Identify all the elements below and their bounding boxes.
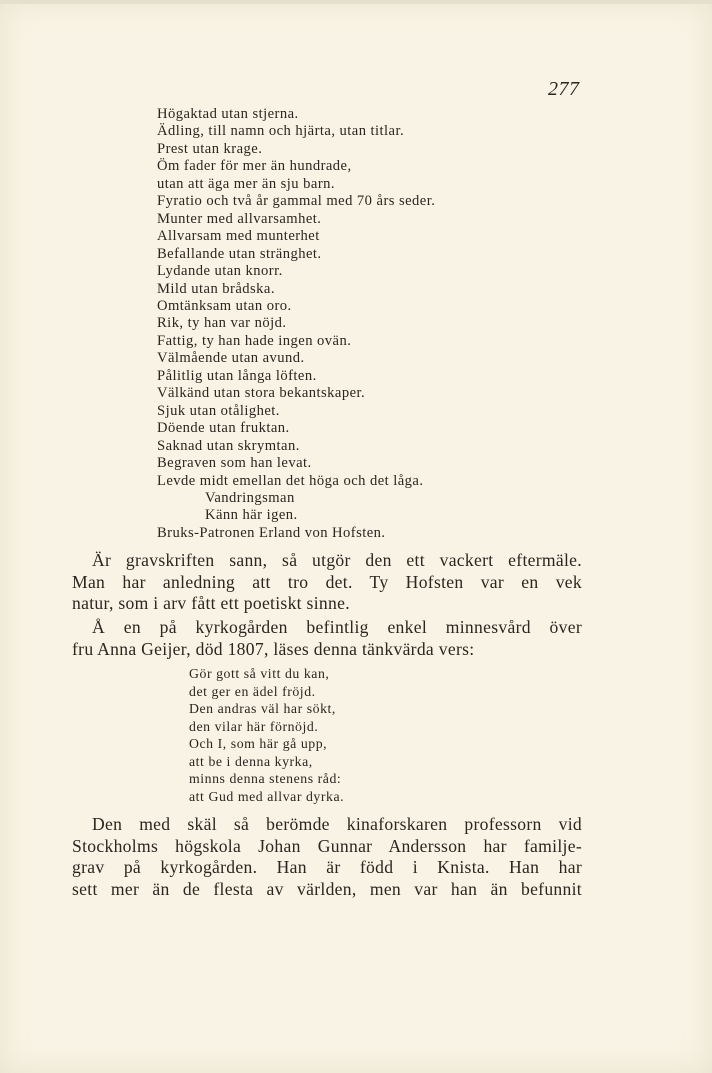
text-line: Å en på kyrkogården befintlig enkel minnesvård över — [92, 617, 582, 637]
epitaph-line: Begraven som han levat. — [157, 455, 312, 472]
epitaph-line: Lydande utan knorr. — [157, 263, 283, 280]
text-line: grav på kyrkogården. Han är född i Knista. Han har — [72, 857, 582, 878]
epitaph-line: Levde midt emellan det höga och det låga. — [157, 472, 424, 489]
page-number: 277 — [548, 78, 580, 100]
epitaph-line: Munter med allvarsamhet. — [157, 210, 322, 227]
epitaph-wanderer-line: Känn här igen. — [205, 507, 298, 524]
verse-line: Gör gott så vitt du kan, — [189, 666, 330, 681]
epitaph-line: Befallande utan stränghet. — [157, 245, 322, 262]
epitaph-line: Högaktad utan stjerna. — [157, 106, 299, 122]
epitaph-line: Fattig, ty han hade ingen ovän. — [157, 332, 352, 349]
epitaph-line: utan att äga mer än sju barn. — [157, 175, 335, 192]
paragraph-minnesvard — [72, 617, 582, 660]
verse-line: den vilar här förnöjd. — [189, 718, 319, 734]
verse-line: Den andras väl har sökt, — [189, 701, 336, 716]
epitaph-line: Öm fader för mer än hundrade, — [157, 158, 352, 175]
verse-line: minns denna stenens råd: — [189, 771, 342, 786]
text-line: sett mer än de flesta av världen, men var han än befunnit — [72, 878, 582, 899]
epitaph-wanderer-line: Vandringsman — [205, 489, 295, 506]
verse-line: Och I, som här gå upp, — [189, 736, 328, 751]
epitaph-line: Välmående utan avund. — [157, 350, 305, 367]
text-line: Den med skäl så berömde kinaforskaren professorn vid — [92, 814, 582, 834]
verse-line: att be i denna kyrka, — [189, 753, 313, 769]
text-line: fru Anna Geijer, död 1807, läses denna tänkvärda vers: — [72, 638, 475, 659]
epitaph-line: Sjuk utan otålighet. — [157, 402, 280, 419]
epitaph-line: Allvarsam med munterhet — [157, 228, 320, 245]
epitaph-line: Omtänksam utan oro. — [157, 297, 292, 314]
epitaph-line: Prest utan krage. — [157, 140, 263, 157]
epitaph-line: Pålitlig utan långa löften. — [157, 367, 317, 384]
text-line: natur, som i arv fått ett poetiskt sinne. — [72, 593, 350, 614]
epitaph-signature: Bruks-Patronen Erland von Hofsten. — [157, 524, 386, 541]
epitaph-line: Mild utan brådska. — [157, 280, 275, 297]
text-line: Är gravskriften sann, så utgör den ett vackert eftermäle. — [92, 550, 582, 570]
epitaph-block — [157, 106, 435, 542]
page-top-edge — [0, 0, 712, 4]
paragraph-kinaforskaren — [72, 814, 582, 900]
verse-line: det ger en ädel fröjd. — [189, 683, 316, 699]
paragraph-gravskrift — [72, 550, 582, 615]
text-line: Stockholms högskola Johan Gunnar Andersson har familje- — [72, 835, 582, 856]
text-line: Man har anledning att tro det. Ty Hofsten var en vek — [72, 571, 582, 592]
epitaph-line: Döende utan fruktan. — [157, 420, 290, 437]
verse-block — [189, 665, 344, 805]
verse-line: att Gud med allvar dyrka. — [189, 788, 345, 804]
epitaph-line: Välkänd utan stora bekantskaper. — [157, 385, 366, 402]
epitaph-line: Fyratio och två år gammal med 70 års seder. — [157, 193, 436, 210]
epitaph-line: Saknad utan skrymtan. — [157, 437, 300, 454]
epitaph-line: Ädling, till namn och hjärta, utan titlar. — [157, 123, 405, 140]
epitaph-line: Rik, ty han var nöjd. — [157, 315, 287, 332]
